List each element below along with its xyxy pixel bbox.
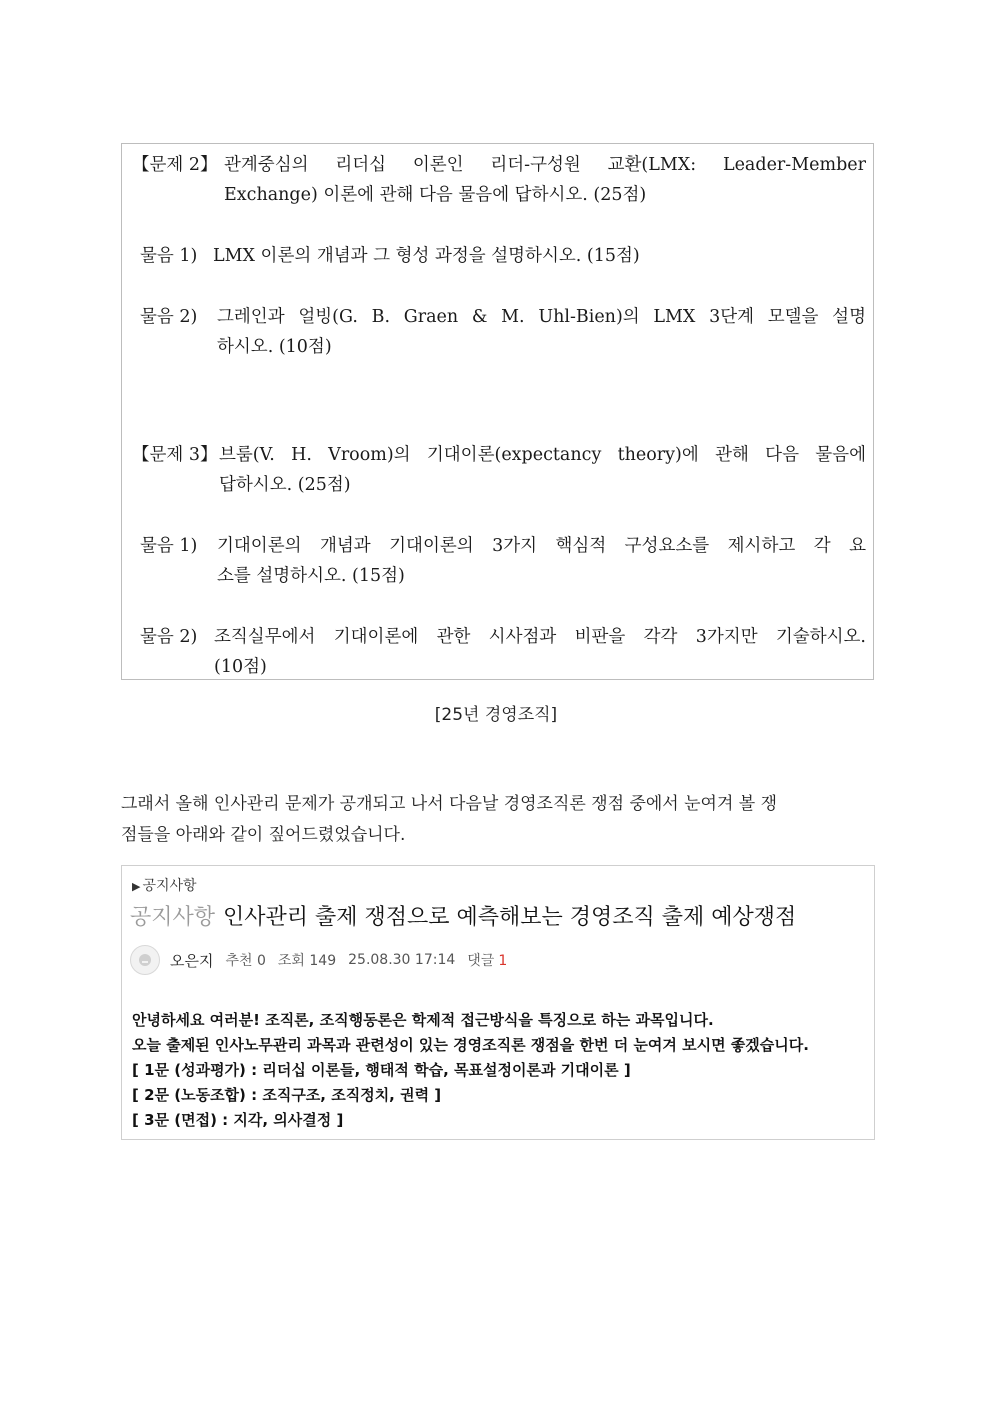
paragraph-line-1: 그래서 올해 인사관리 문제가 공개되고 나서 다음날 경영조직론 쟁점 중에서 눈여겨 볼 쟁 (121, 794, 778, 814)
paragraph-line-2: 점들을 아래와 같이 짚어드렸었습니다. (121, 825, 406, 845)
default-avatar-icon[interactable] (130, 945, 160, 975)
post-category: 공지사항 (130, 905, 216, 930)
post-view-count: 조회 149 (277, 953, 337, 969)
question-2-sub2-line1: 그레인과 얼빙(G. B. Graen & M. Uhl-Bien)의 LMX 3단계 모델을 설명 (217, 307, 866, 327)
post-body-line: [ 3문 (면접) : 지각, 의사결정 ] (132, 1111, 344, 1129)
question-2-sub2-line2: 하시오. (10점) (217, 337, 332, 357)
question-2-sub1-label: 물음 1) (140, 246, 198, 266)
question-3-text-line2: 답하시오. (25점) (219, 475, 351, 495)
question-3-sub2-label: 물음 2) (140, 627, 198, 647)
board-link[interactable] (132, 875, 197, 895)
post-title-text: 인사관리 출제 쟁점으로 예측해보는 경영조직 출제 예상쟁점 (223, 905, 797, 930)
triangle-right-icon: ▶ (132, 880, 141, 893)
post-body-line: [ 2문 (노동조합) : 조직구조, 조직정치, 권력 ] (132, 1086, 442, 1104)
comment-count: 1 (498, 953, 508, 969)
post-meta (130, 942, 507, 978)
question-2-text-line1: 관계중심의 리더십 이론인 리더-구성원 교환(LMX: Leader-Member (224, 155, 866, 175)
question-2-label: 【문제 2】 (132, 155, 218, 175)
question-3-sub1-label: 물음 1) (140, 536, 198, 556)
question-2-text-line2: Exchange) 이론에 관해 다음 물음에 답하시오. (25점) (224, 185, 647, 205)
body-paragraph (121, 789, 861, 851)
post-body-line: [ 1문 (성과평가) : 리더십 이론들, 행태적 학습, 목표설정이론과 기대이론 ] (132, 1061, 631, 1079)
post-body-line: 안녕하세요 여러분! 조직론, 조직행동론은 학제적 접근방식을 특징으로 하는 과목입니다. (132, 1011, 714, 1029)
question-2-sub2-label: 물음 2) (140, 307, 198, 327)
board-name: 공지사항 (142, 878, 197, 894)
question-3-sub1-line1: 기대이론의 개념과 기대이론의 3가지 핵심적 구성요소를 제시하고 각 요 (217, 536, 866, 556)
post-body-line: 오늘 출제된 인사노무관리 과목과 관련성이 있는 경영조직론 쟁점을 한번 더 눈여겨 보시면 좋겠습니다. (132, 1036, 809, 1054)
question-3-text-line1: 브룸(V. H. Vroom)의 기대이론(expectancy theory)에 관해 다음 물음에 (219, 445, 866, 465)
post-date: 25.08.30 17:14 (348, 952, 456, 968)
question-3-label: 【문제 3】 (132, 445, 218, 465)
comment-link[interactable] (467, 950, 507, 970)
post-body (132, 1008, 809, 1133)
notice-post-card (121, 865, 875, 1140)
comment-label: 댓글 (467, 953, 495, 969)
exam-question-box (121, 143, 874, 680)
question-2-sub1-text: LMX 이론의 개념과 그 형성 과정을 설명하시오. (15점) (213, 246, 640, 266)
figure-caption: [25년 경영조직] (434, 705, 558, 725)
post-title[interactable] (130, 900, 796, 931)
question-3-sub2-line2: (10점) (214, 657, 267, 677)
question-3-sub2-line1: 조직실무에서 기대이론에 관한 시사점과 비판을 각각 3가지만 기술하시오. (214, 627, 866, 647)
post-recommend-count: 추천 0 (225, 953, 266, 969)
post-author[interactable]: 오은지 (170, 951, 214, 970)
question-3-sub1-line2: 소를 설명하시오. (15점) (217, 566, 405, 586)
